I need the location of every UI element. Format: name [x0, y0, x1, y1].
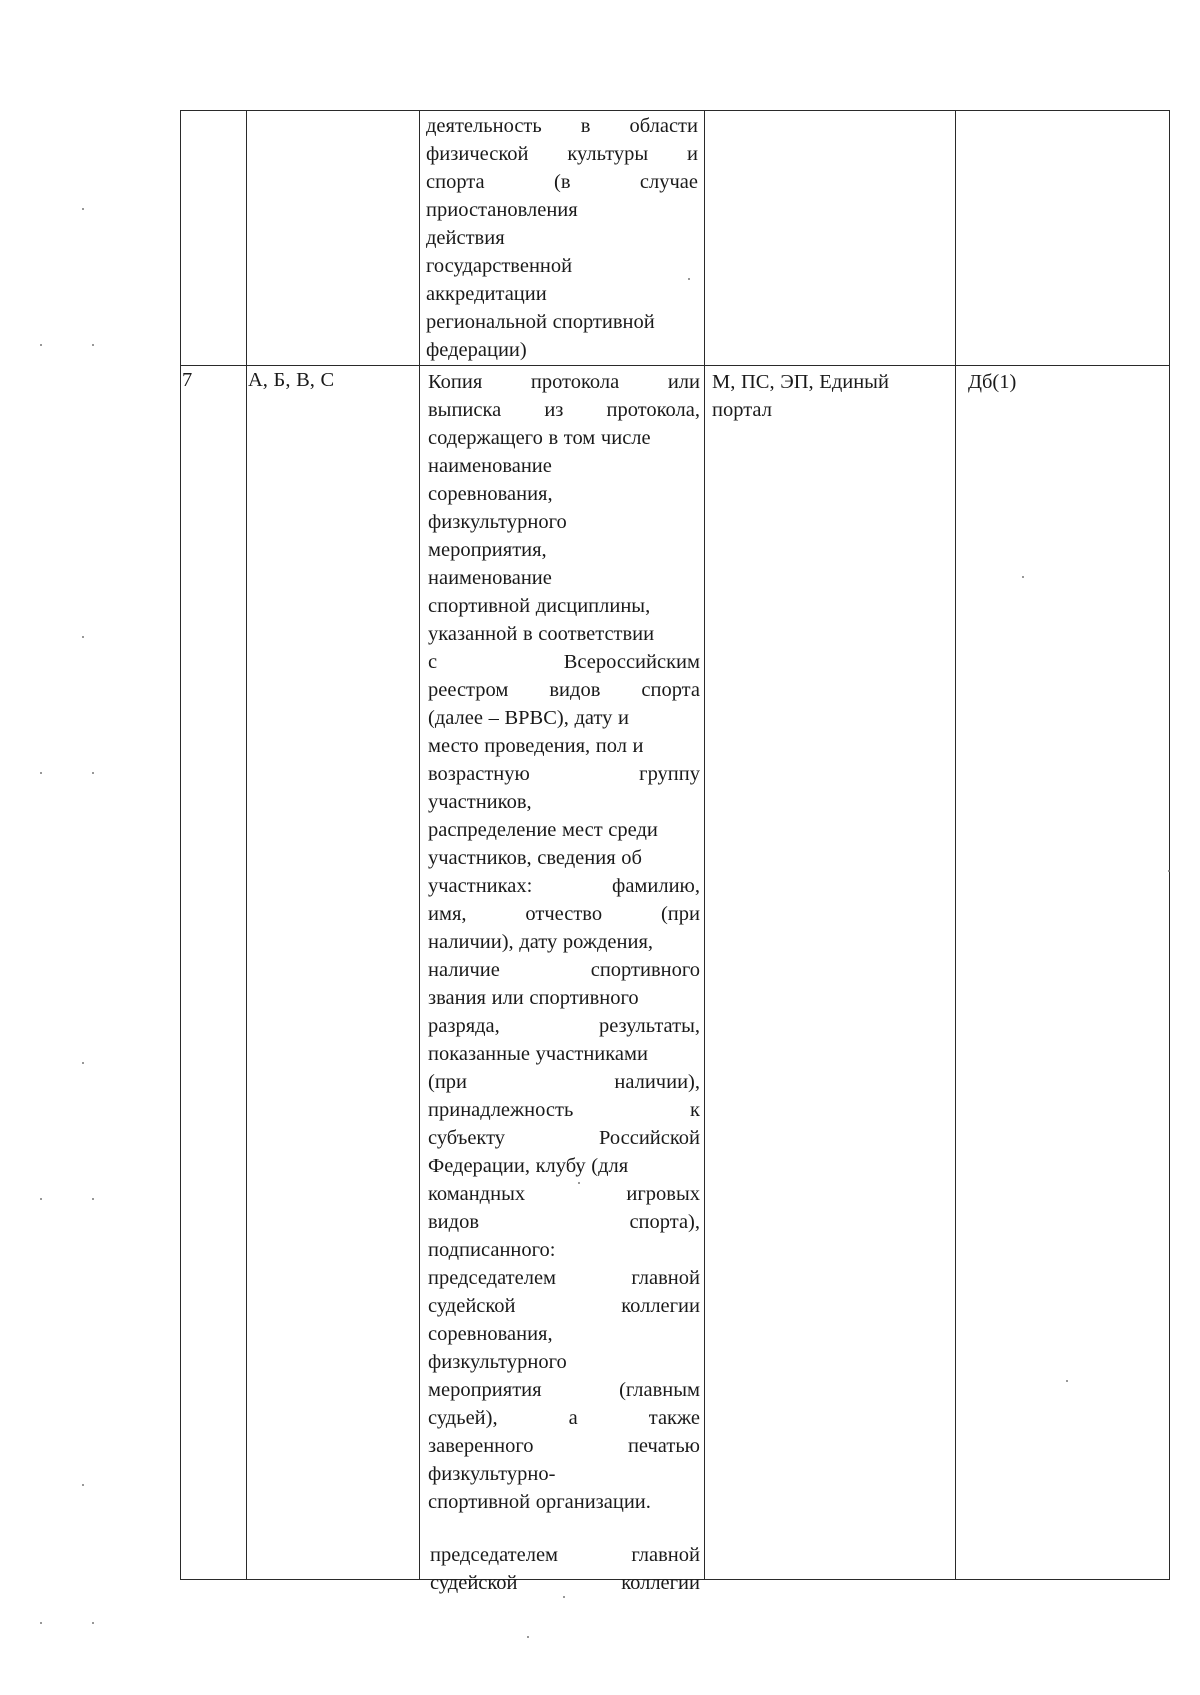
document-description-word: Копия: [428, 371, 483, 393]
document-description-line: спортивной дисциплины,: [428, 595, 651, 617]
document-description-line: спортивной организации.: [428, 1491, 651, 1513]
document-description-line: [428, 1264, 700, 1292]
document-description-word: с: [428, 651, 438, 673]
document-description-word: мероприятия: [428, 1379, 542, 1401]
top-cell-description-word: физической: [426, 143, 529, 165]
document-description-line: [428, 900, 700, 928]
document-description-line: физкультурно-: [428, 1463, 556, 1485]
document-description-line: соревнования,: [428, 1323, 553, 1345]
document-description-line: [428, 368, 700, 396]
column-divider-1: [246, 111, 247, 1579]
document-description-word: фамилию,: [612, 875, 700, 897]
top-cell-description-line: приостановления: [426, 199, 578, 221]
document-description-word: спорта: [641, 679, 700, 701]
document-description-continuation-word: судейской: [430, 1572, 518, 1594]
document-description-continuation-line: [430, 1541, 700, 1569]
row-number: 7: [182, 369, 193, 391]
document-description-word: судьей),: [428, 1407, 498, 1429]
scan-speck: [1022, 576, 1024, 578]
scan-speck: [1066, 1380, 1068, 1382]
document-description-word: Всероссийским: [563, 651, 700, 673]
document-description-word: наличии),: [614, 1071, 700, 1093]
top-cell-description-line: действия: [426, 227, 505, 249]
document-description-word: принадлежность: [428, 1099, 574, 1121]
document-description-word: заверенного: [428, 1435, 534, 1457]
document-description-word: коллегии: [621, 1295, 700, 1317]
document-description-line: показанные участниками: [428, 1043, 648, 1065]
document-description-word: видов: [549, 679, 601, 701]
document-description-word: возрастную: [428, 763, 530, 785]
document-description-word: (при: [660, 903, 700, 925]
document-description-word: Российской: [598, 1127, 700, 1149]
top-cell-description-word: деятельность: [426, 115, 542, 137]
column-divider-2: [419, 111, 420, 1579]
top-cell-description-line: [426, 168, 698, 196]
document-description-word: к: [690, 1099, 700, 1121]
document-description-word: или: [667, 371, 700, 393]
document-description-line: [428, 648, 700, 676]
document-description-word: видов: [428, 1211, 480, 1233]
submission-methods-line-2: портал: [712, 399, 772, 421]
document-description-word: судейской: [428, 1295, 516, 1317]
top-cell-description: [426, 112, 698, 364]
scan-speck: [92, 1622, 94, 1624]
document-description-line: [428, 396, 700, 424]
document-description: [428, 368, 700, 1516]
document-description-word: главной: [631, 1267, 700, 1289]
document-description-line: подписанного:: [428, 1239, 556, 1261]
document-description-line: содержащего в том числе: [428, 427, 651, 449]
document-description-line: [428, 676, 700, 704]
scan-speck: [92, 344, 94, 346]
document-description-line: звания или спортивного: [428, 987, 639, 1009]
top-cell-description-line: государственной: [426, 255, 573, 277]
scan-speck: [92, 1198, 94, 1200]
column-divider-4: [955, 111, 956, 1579]
submission-methods: [712, 368, 958, 424]
document-description-line: физкультурного: [428, 511, 567, 533]
document-description-word: спортивного: [590, 959, 700, 981]
top-cell-description-line: федерации): [426, 339, 527, 361]
document-description-word: а: [568, 1407, 578, 1429]
top-cell-description-word: культуры: [567, 143, 649, 165]
document-description-word: командных: [428, 1183, 526, 1205]
document-description-line: [428, 1404, 700, 1432]
document-description-word: результаты,: [598, 1015, 700, 1037]
document-description-line: [428, 1068, 700, 1096]
document-description-line: [428, 1096, 700, 1124]
scan-speck: [40, 772, 42, 774]
scan-speck: [688, 278, 690, 280]
document-description-line: [428, 956, 700, 984]
document-description-line: [428, 1292, 700, 1320]
top-cell-description-word: в: [580, 115, 591, 137]
top-cell-description-line: аккредитации: [426, 283, 547, 305]
top-cell-description-word: (в: [554, 171, 571, 193]
scan-speck: [1168, 870, 1170, 872]
top-cell-description-word: и: [687, 143, 698, 165]
document-description-line: мероприятия,: [428, 539, 547, 561]
document-description-word: печатью: [627, 1435, 700, 1457]
document-description-line: [428, 1180, 700, 1208]
top-cell-description-line: [426, 112, 698, 140]
document-description-line: [428, 872, 700, 900]
scan-speck: [92, 772, 94, 774]
document-description-word: игровых: [626, 1183, 700, 1205]
document-description-continuation-word: главной: [631, 1544, 700, 1566]
document-description-word: субъекту: [428, 1127, 506, 1149]
document-description-line: соревнования,: [428, 483, 553, 505]
top-cell-description-word: области: [629, 115, 698, 137]
scan-speck: [527, 1636, 529, 1638]
top-cell-description-line: региональной спортивной: [426, 311, 655, 333]
document-description-line: наименование: [428, 455, 552, 477]
document-description-continuation-line: [430, 1569, 700, 1597]
document-description-line: Федерации, клубу (для: [428, 1155, 629, 1177]
document-description-word: (при: [428, 1071, 468, 1093]
document-description-word: участниках:: [428, 875, 533, 897]
document-code: Дб(1): [968, 371, 1017, 393]
document-description-line: [428, 1012, 700, 1040]
scan-speck: [40, 1622, 42, 1624]
column-divider-3: [704, 111, 705, 1579]
document-description-word: (главным: [619, 1379, 700, 1401]
scan-speck: [82, 636, 84, 638]
document-description-line: [428, 760, 700, 788]
document-description-line: (далее – ВРВС), дату и: [428, 707, 629, 729]
document-description-word: также: [648, 1407, 700, 1429]
document-description-continuation-word: коллегии: [621, 1572, 700, 1594]
scan-speck: [563, 1596, 565, 1598]
document-description-word: отчество: [525, 903, 603, 925]
document-description-line: физкультурного: [428, 1351, 567, 1373]
top-cell-description-word: спорта: [426, 171, 485, 193]
applicant-groups: А, Б, В, С: [248, 369, 335, 391]
document-description-word: имя,: [428, 903, 467, 925]
document-description-word: реестром: [428, 679, 509, 701]
scan-speck: [40, 1198, 42, 1200]
document-description-line: наименование: [428, 567, 552, 589]
document-description-word: разряда,: [428, 1015, 500, 1037]
top-cell-description-word: случае: [639, 171, 698, 193]
document-description-line: место проведения, пол и: [428, 735, 644, 757]
document-description-word: из: [544, 399, 564, 421]
document-description-word: группу: [639, 763, 700, 785]
document-description-word: протокола: [530, 371, 620, 393]
document-description-line: участников,: [428, 791, 532, 813]
document-description-word: председателем: [428, 1267, 557, 1289]
document-description-line: [428, 1432, 700, 1460]
document-description-line: наличии), дату рождения,: [428, 931, 654, 953]
scan-speck: [82, 1484, 84, 1486]
scan-speck: [578, 1182, 580, 1184]
document-description-line: указанной в соответствии: [428, 623, 655, 645]
document-description-continuation: [430, 1541, 700, 1597]
document-description-word: спорта),: [629, 1211, 700, 1233]
document-description-line: [428, 1124, 700, 1152]
document-description-line: распределение мест среди: [428, 819, 658, 841]
document-description-word: выписка: [428, 399, 502, 421]
scan-speck: [82, 1062, 84, 1064]
document-description-word: наличие: [428, 959, 500, 981]
document-description-line: участников, сведения об: [428, 847, 642, 869]
scan-speck: [82, 208, 84, 210]
document-description-continuation-word: председателем: [430, 1544, 559, 1566]
submission-methods-line-1: М, ПС, ЭП, Единый: [712, 371, 889, 393]
document-description-line: [428, 1208, 700, 1236]
scan-speck: [40, 344, 42, 346]
document-description-word: протокола,: [606, 399, 700, 421]
top-cell-description-line: [426, 140, 698, 168]
document-description-line: [428, 1376, 700, 1404]
